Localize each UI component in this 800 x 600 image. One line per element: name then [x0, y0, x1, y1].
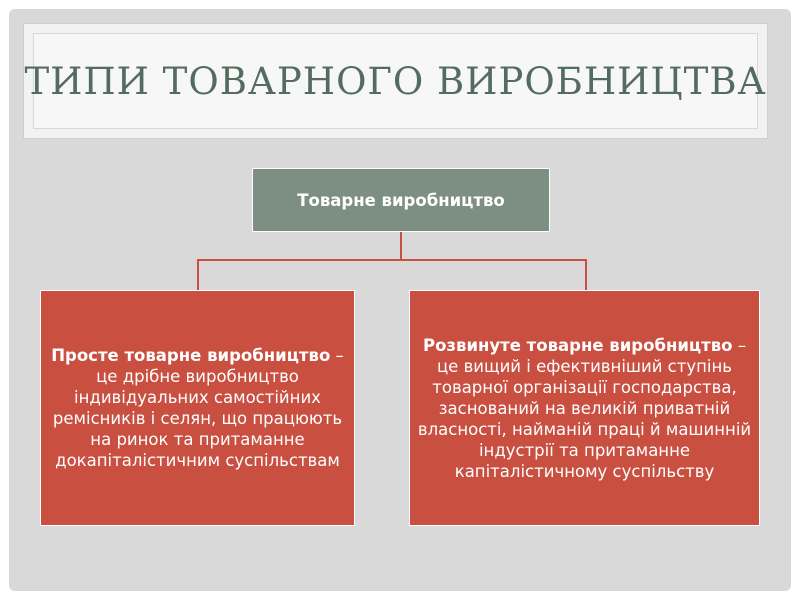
child-node-text: [45, 345, 350, 471]
child-node-definition: – це вищий і ефективніший ступінь товарної організації господарства, заснований на великій приватній власності, найманій праці й машинній індустрії та притаманне капіталістичному суспільству: [417, 335, 752, 481]
child-node-developed-production: [409, 290, 760, 526]
child-node-term: Розвинуте товарне виробництво: [423, 335, 733, 355]
child-node-term: Просте товарне виробництво: [51, 346, 331, 365]
root-node-commodity-production: [252, 168, 550, 232]
root-node-label: Товарне виробництво: [297, 190, 505, 210]
slide-title: ТИПИ ТОВАРНОГО ВИРОБНИЦТВА: [24, 59, 767, 103]
child-node-text: [414, 335, 755, 482]
child-node-simple-production: [40, 290, 355, 526]
child-node-definition: – це дрібне виробництво індивідуальних самостійних ремісників і селян, що працюють на ринок та притаманне докапіталістичним суспільствам: [52, 346, 344, 470]
